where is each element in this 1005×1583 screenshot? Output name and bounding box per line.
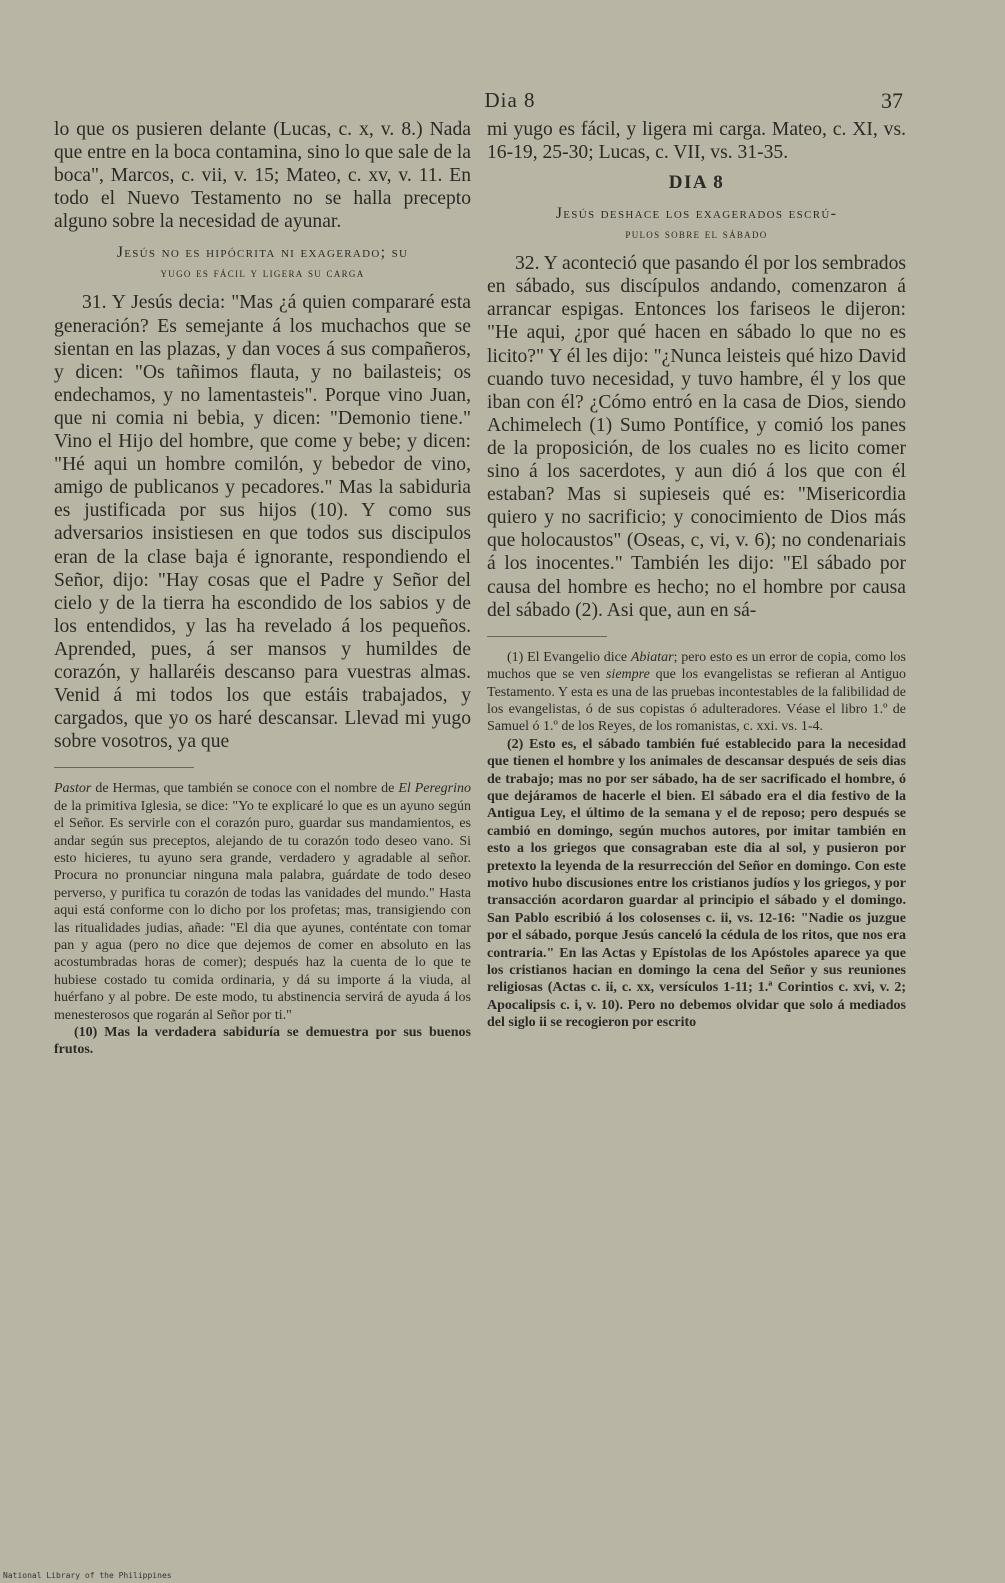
footnote-10: (10) Mas la verdadera sabiduría se demuestra por sus buenos frutos.	[54, 1025, 471, 1058]
page-number: 37	[881, 88, 903, 113]
section-heading-right-line1: Jesús deshace los exagerados escrú-	[555, 205, 838, 223]
section-heading-line2: yugo es fácil y ligera su carga	[160, 266, 365, 281]
footnote-divider-right	[487, 636, 607, 637]
paragraph-32: 32. Y aconteció que pasando él por los sembrados en sábado, sus discípulos andando, comenzaron á arrancar espigas. Entonces los fariseos le dijeron: "He aqui, ¿por qué hacen en sábado lo que no es licito?" Y él les dijo: "¿Nunca leisteis qué hizo David cuando tuvo necesidad, y tuvo hambre, él y los que iban con él? ¿Cómo entró en la casa de Dios, siendo Achimelech (1) Sumo Pontífice, y comió los panes de la proposición, de los cuales no es licito comer sino á los sacerdotes, y aun dió á los que con él estaban? Mas si supieseis qué es: "Misericordia quiero y no sacrificio; y conocimiento de Dios más que holocaustos" (Oseas, c, vi, v. 6); no condenariais á los inocentes." También les dijo: "El sábado por causa del hombre es hecho; no el hombre por causa del sábado (2). Asi que, aun en sá-	[487, 253, 906, 621]
left-column	[54, 118, 471, 1059]
paragraph-continued: lo que os pusieren delante (Lucas, c. x, v. 8.) Nada que entre en la boca contamina, sino lo que sale de la boca", Marcos, c. vii, v. 15; Mateo, c. xv, v. 11. En todo el Nuevo Testamento no se halla precepto alguno sobre la necesidad de ayunar.	[54, 119, 471, 233]
paragraph-31: 31. Y Jesús decia: "Mas ¿á quien compararé esta generación? Es semejante á los muchachos que se sientan en las plazas, y dan voces á sus compañeros, y dicen: "Os tañimos flauta, y no bailasteis; os endechamos, y no lamentasteis". Porque vino Juan, que ni comia ni bebia, y dicen: "Demonio tiene." Vino el Hijo del hombre, que come y bebe; y dicen: "Hé aqui un hombre comilón, y bebedor de vino, amigo de publicanos y pecadores." Mas la sabiduria es justificada por sus hijos (10). Y como sus adversarios insistiesen en que todos sus discipulos eran de la clase baja é ignorante, respondiendo el Señor, dijo: "Hay cosas que el Padre y Señor del cielo y de la tierra ha escondido de los sabios y de los entendidos, y las ha revelado á los pequeños. Aprended, pues, á ser mansos y humildes de corazón, y hallaréis descanso para vuestras almas. Venid á mi todos los que estáis trabajados, y cargados, que yo os haré descansar. Llevad mi yugo sobre vosotros, ya que	[54, 292, 471, 753]
footnote-1: (1) El Evangelio dice Abiatar; pero esto es un error de copia, como los muchos que se ven siempre que los evangelistas se refieran al Antiguo Testamento. Y esta es una de las pruebas incontestables de la falibilidad de los evangelistas, ó de sus copistas ó adulteradores. Véase el libro 1.º de Samuel ó 1.º de los Reyes, de los romanistas, c. xxi. vs. 1-4.	[487, 649, 907, 735]
section-heading-right	[487, 204, 906, 244]
library-credit: National Library of the Philippines	[3, 1571, 172, 1580]
footnote-divider	[54, 767, 194, 768]
footnotes-left	[54, 780, 471, 1059]
section-heading	[54, 243, 471, 283]
running-title: Dia 8	[484, 88, 536, 112]
section-heading-line1: Jesús no es hipócrita ni exagerado; su	[116, 244, 409, 262]
footnotes-right	[487, 649, 906, 1032]
day-title: DIA 8	[668, 172, 725, 194]
right-column	[487, 118, 906, 1032]
section-heading-right-line2: pulos sobre el sábado	[625, 227, 768, 242]
footnote-2: (2) Esto es, el sábado también fué establecido para la necesidad que tienen el hombre y los animales de descansar después de seis dias de trabajo; mas no por ser sábado, ha de ser sacrificado el hombre, ó que dejáramos de hacerle el bien. El sábado era el dia festivo de la Antigua Ley, el último de la semana y el de reposo; pero después se cambió en domingo, según muchos autores, por imitar también en esto a los griegos que consagraban este dia al sol, y pusieron por pretexto la leyenda de la resurrección del Señor en domingo. Con este motivo hubo discusiones entre los cristianos judíos y los griegos, y por transacción acordaron guardar al principio el sábado y el domingo. San Pablo escribió á los colosenses c. ii, vs. 12-16: "Nadie os juzgue por el sábado, porque Jesús canceló la cédula de los ritos, que nos era contraria." En las Actas y Epístolas de los Apóstoles aparece ya que los cristianos hacian en domingo la cena del Señor y sus reuniones religiosas (Actas c. ii, c. xx, versículos 1-11; 1.ª Corintios c. xvi, v. 2; Apocalipsis c. i, v. 10). Pero no debemos olvidar que solo á mediados del siglo ii se recogieron por escrito	[487, 736, 906, 1031]
paragraph-continued-right: mi yugo es fácil, y ligera mi carga. Mateo, c. XI, vs. 16-19, 25-30; Lucas, c. VII, vs. 31-35.	[487, 119, 906, 164]
footnote-continued: Pastor de Hermas, que también se conoce con el nombre de El Peregrino de la primitiva Iglesia, se dice: "Yo te explicaré lo que es un ayuno según el Señor. Es servirle con el corazón puro, guardar sus mandamientos, es andar según sus preceptos, alejando de tu corazón todo deseo vano. Si esto hicieres, tu ayuno sera grande, verdadero y agradable al señor. Procura no pronunciar ninguna mala palabra, guárdate de todo deseo perverso, y purifica tu corazón de todas las vanidades del mundo." Hasta aqui está conforme con lo dicho por los profetas; mas, transigiendo con las ritualidades judias, añade: "El dia que ayunes, conténtate con tomar pan y agua (pero no dice que dejemos de comer en absoluto en las acostumbradas horas de comer); después haz la cuenta de lo que te hubiese costado tu comida ordinaria, y dá su importe á la viuda, al huérfano y al pobre. De este modo, tu abstinencia servirá de ayuda á los menesterosos que rogarán al Señor por ti."	[54, 781, 471, 1023]
running-head	[0, 88, 1005, 118]
